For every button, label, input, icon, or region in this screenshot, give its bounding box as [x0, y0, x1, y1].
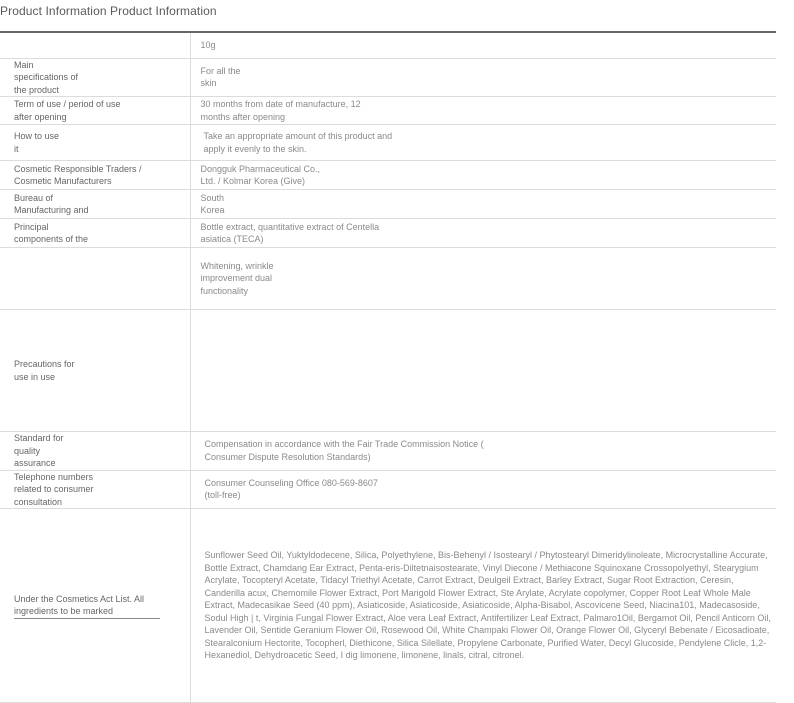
table-row — [0, 58, 776, 97]
table-row — [0, 248, 776, 310]
ingredients-value: Sunflower Seed Oil, Yuktyldodecene, Silica, Polyethylene, Bis-Behenyl / Isostearyl / Phytostearyl Dimeridylinoleate, Microcrystalline Accurate, Bottle Extract, Chamdang Ear Extract, Penta-eris-Diltetnaisostearate, Vinyl Diecone / Methiacone Squinoxane Crossopolyethyl, Stearygium Acrylate, Tocopteryl Acetate, Tidacyl Triethyl Acetate, Carrot Extract, Deulgeil Extract, Barley Extract, Sugar Root Extraction, Ceresin, Canderilla acux, Chemomile Flower Extract, Port Marigold Flower Extract, Ste Arylate, Acrylate copolymer, Copper Root Leaf Whole Male Extract, Madecasikae Seed (40 ppm), Asiaticoside, Asiaticoside, Asiaticoside, Alpha-Bisabol, Ascovicene Seed, Niacina101, Madecasoside, Sodul High | t, Virginia Fungal Flower Extract, Aloe vera Leaf Extract, Antifertilizer Leaf Extract, Palmaro1Oil, Bergamot Oil, Pencil Anticorn Oil, Lavender Oil, Sentide Geranium Flower Oil, Rosewood Oil, White Champaki Flower Oil, Orange Flower Oil, Glyceryl Bebenate / Eicosadioate, Stearalconium Hectorite, Tocopherl, Diethicone, Silica Silellate, Propylene Carbonate, Purified Water, Decyl Glucoside, Pendylene Clicle, 1,2-Hexanediol, Dehydroacetic Seed, I dig limonene, limonene, linals, citral, citronel. — [190, 509, 776, 703]
table-row — [0, 97, 776, 125]
table-row — [0, 33, 776, 58]
row-value: Whitening, wrinkle improvement dual functionality — [190, 248, 776, 310]
table-row — [0, 470, 776, 509]
row-label: Term of use / period of use after opening — [0, 97, 190, 125]
row-value: Take an appropriate amount of this product and apply it evenly to the skin. — [190, 125, 776, 161]
table-row — [0, 219, 776, 248]
table-row — [0, 432, 776, 471]
table-row — [0, 310, 776, 432]
row-value: 30 months from date of manufacture, 12 months after opening — [190, 97, 776, 125]
row-label — [0, 248, 190, 310]
row-value: Bottle extract, quantitative extract of Centella asiatica (TECA) — [190, 219, 776, 248]
row-value: 10g — [190, 33, 776, 58]
page-title: Product Information Product Information — [0, 4, 217, 18]
product-info-table — [0, 33, 776, 703]
row-value: Consumer Counseling Office 080-569-8607 (toll-free) — [190, 470, 776, 509]
table-row — [0, 161, 776, 190]
row-label: Bureau of Manufacturing and — [0, 190, 190, 219]
row-label: Main specifications of the product — [0, 58, 190, 97]
row-label: Precautions for use in use — [0, 310, 190, 432]
row-label — [0, 509, 190, 703]
ingredients-label: Under the Cosmetics Act List. All ingredients to be marked — [14, 593, 160, 619]
row-value: Compensation in accordance with the Fair Trade Commission Notice ( Consumer Dispute Resolution Standards) — [190, 432, 776, 471]
row-value: Dongguk Pharmaceutical Co., Ltd. / Kolmar Korea (Give) — [190, 161, 776, 190]
table-row — [0, 190, 776, 219]
row-label: How to use it — [0, 125, 190, 161]
row-value: For all the skin — [190, 58, 776, 97]
row-label: Principal components of the — [0, 219, 190, 248]
row-label: Standard for quality assurance — [0, 432, 190, 471]
table-row — [0, 509, 776, 703]
row-label: Telephone numbers related to consumer consultation — [0, 470, 190, 509]
table-row — [0, 125, 776, 161]
row-value: South Korea — [190, 190, 776, 219]
row-value — [190, 310, 776, 432]
row-label — [0, 33, 190, 58]
row-label: Cosmetic Responsible Traders / Cosmetic Manufacturers — [0, 161, 190, 190]
